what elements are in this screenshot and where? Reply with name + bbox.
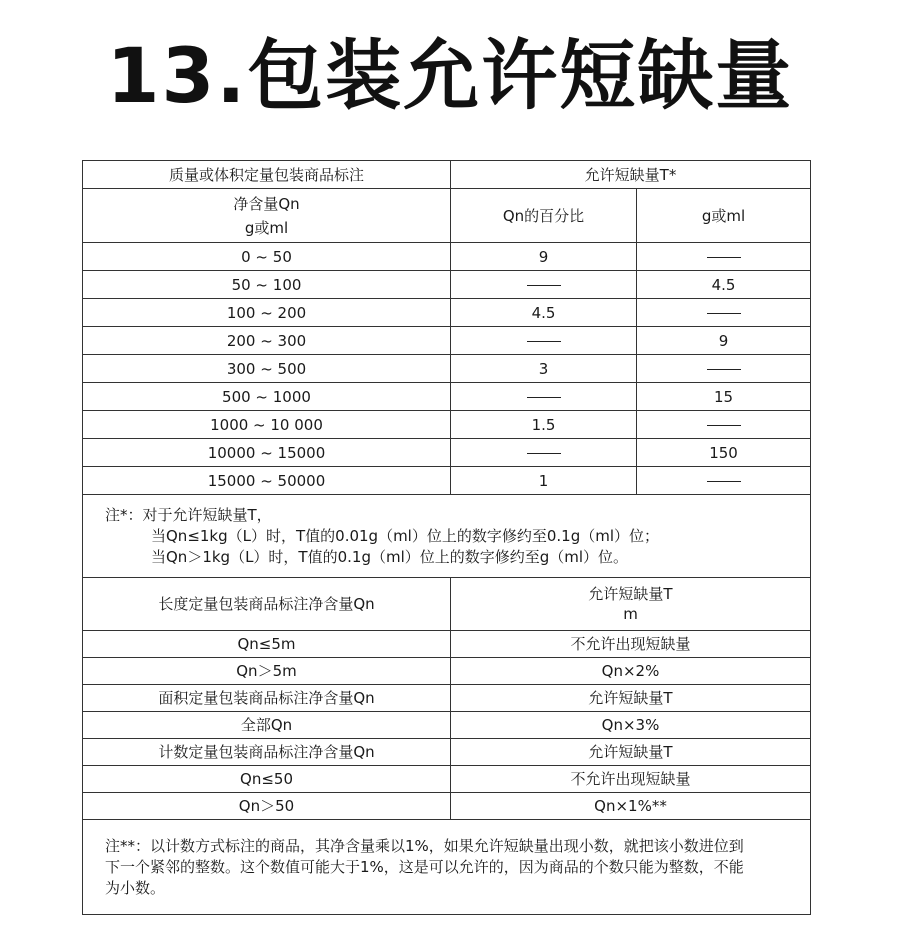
mass-row	[83, 411, 811, 439]
not-applicable-dash	[527, 397, 561, 398]
mass-percent-cell-value: 9	[538, 247, 549, 266]
area-row	[83, 712, 811, 739]
mass-percent-cell	[451, 383, 637, 411]
mass-percent-cell	[451, 327, 637, 355]
mass-gml-cell	[637, 243, 811, 271]
col-gml-header: g或ml	[637, 189, 811, 243]
shortage-table	[82, 160, 811, 915]
mass-note-row	[83, 495, 811, 578]
length-qn-cell: Qn＞5m	[83, 658, 451, 685]
unit-label: g或ml	[244, 218, 289, 237]
note-line: 为小数。	[105, 878, 166, 897]
length-row	[83, 631, 811, 658]
area-header-row	[83, 685, 811, 712]
note-line: 当Qn≤1kg（L）时，T值的0.01g（ml）位上的数字修约至0.1g（ml）位；	[151, 526, 660, 545]
count-row	[83, 793, 811, 820]
note-line: 下一个紧邻的整数。这个数值可能大于1%，这是可以允许的，因为商品的个数只能为整数，不能	[105, 857, 744, 876]
mass-gml-cell	[637, 411, 811, 439]
mass-allowed-header: 允许短缺量T*	[451, 161, 811, 189]
mass-subheader-row	[83, 189, 811, 243]
page-title: 13.包装允许短缺量	[106, 31, 794, 120]
mass-range-cell: 500 ~ 1000	[83, 383, 451, 411]
mass-row	[83, 355, 811, 383]
mass-gml-cell	[637, 299, 811, 327]
mass-row	[83, 299, 811, 327]
note-line: 当Qn＞1kg（L）时，T值的0.1g（ml）位上的数字修约至g（ml）位。	[151, 547, 629, 566]
mass-percent-cell	[451, 355, 637, 383]
mass-gml-cell	[637, 271, 811, 299]
mass-row	[83, 383, 811, 411]
mass-gml-cell	[637, 355, 811, 383]
area-header-label: 面积定量包装商品标注净含量Qn	[83, 685, 451, 712]
count-allowed-cell: Qn×1%**	[451, 793, 811, 820]
mass-range-cell: 15000 ~ 50000	[83, 467, 451, 495]
not-applicable-dash	[707, 313, 741, 314]
mass-range-cell: 10000 ~ 15000	[83, 439, 451, 467]
allowed-label: 允许短缺量T	[588, 585, 673, 603]
count-header-label: 计数定量包装商品标注净含量Qn	[83, 739, 451, 766]
mass-gml-cell-value: 9	[718, 331, 729, 350]
not-applicable-dash	[707, 369, 741, 370]
not-applicable-dash	[527, 285, 561, 286]
mass-range-cell: 0 ~ 50	[83, 243, 451, 271]
mass-percent-cell	[451, 299, 637, 327]
mass-percent-cell-value: 3	[538, 359, 549, 378]
length-qn-cell: Qn≤5m	[83, 631, 451, 658]
mass-gml-cell-value: 150	[709, 443, 738, 462]
note-line: 注**：以计数方式标注的商品，其净含量乘以1%，如果允许短缺量出现小数，就把该小数进位到	[105, 836, 744, 855]
not-applicable-dash	[707, 481, 741, 482]
mass-range-cell: 300 ~ 500	[83, 355, 451, 383]
count-row	[83, 766, 811, 793]
length-allowed-label	[451, 578, 811, 631]
net-label: 净含量Qn	[233, 194, 300, 213]
not-applicable-dash	[707, 257, 741, 258]
mass-gml-cell	[637, 327, 811, 355]
count-allowed-label: 允许短缺量T	[451, 739, 811, 766]
mass-header-row	[83, 161, 811, 189]
col-percent-header: Qn的百分比	[451, 189, 637, 243]
mass-gml-cell-value: 15	[713, 387, 734, 406]
mass-range-cell: 200 ~ 300	[83, 327, 451, 355]
mass-percent-cell-value: 1.5	[531, 415, 556, 434]
allowed-unit: m	[623, 605, 638, 623]
length-row	[83, 658, 811, 685]
length-allowed-cell: Qn×2%	[451, 658, 811, 685]
count-qn-cell: Qn≤50	[83, 766, 451, 793]
mass-row	[83, 467, 811, 495]
mass-percent-cell	[451, 467, 637, 495]
mass-gml-cell	[637, 383, 811, 411]
mass-row	[83, 327, 811, 355]
mass-percent-cell	[451, 439, 637, 467]
area-qn-cell: 全部Qn	[83, 712, 451, 739]
mass-percent-cell-value: 1	[538, 471, 549, 490]
count-qn-cell: Qn＞50	[83, 793, 451, 820]
length-header-label: 长度定量包装商品标注净含量Qn	[83, 578, 451, 631]
not-applicable-dash	[527, 453, 561, 454]
area-allowed-cell: Qn×3%	[451, 712, 811, 739]
count-note	[83, 820, 811, 915]
mass-percent-cell	[451, 271, 637, 299]
not-applicable-dash	[527, 341, 561, 342]
mass-percent-cell-value: 4.5	[531, 303, 556, 322]
mass-gml-cell	[637, 439, 811, 467]
mass-header-label: 质量或体积定量包装商品标注	[83, 161, 451, 189]
mass-percent-cell	[451, 411, 637, 439]
mass-note	[83, 495, 811, 578]
area-allowed-label: 允许短缺量T	[451, 685, 811, 712]
mass-net-cell	[83, 189, 451, 243]
mass-row	[83, 439, 811, 467]
length-header-row	[83, 578, 811, 631]
mass-gml-cell	[637, 467, 811, 495]
count-note-row	[83, 820, 811, 915]
mass-percent-cell	[451, 243, 637, 271]
count-header-row	[83, 739, 811, 766]
mass-gml-cell-value: 4.5	[711, 275, 736, 294]
mass-range-cell: 100 ~ 200	[83, 299, 451, 327]
length-allowed-cell: 不允许出现短缺量	[451, 631, 811, 658]
note-line: 注*：对于允许短缺量T，	[105, 505, 272, 524]
mass-row	[83, 243, 811, 271]
mass-range-cell: 50 ~ 100	[83, 271, 451, 299]
count-allowed-cell: 不允许出现短缺量	[451, 766, 811, 793]
mass-range-cell: 1000 ~ 10 000	[83, 411, 451, 439]
mass-row	[83, 271, 811, 299]
not-applicable-dash	[707, 425, 741, 426]
